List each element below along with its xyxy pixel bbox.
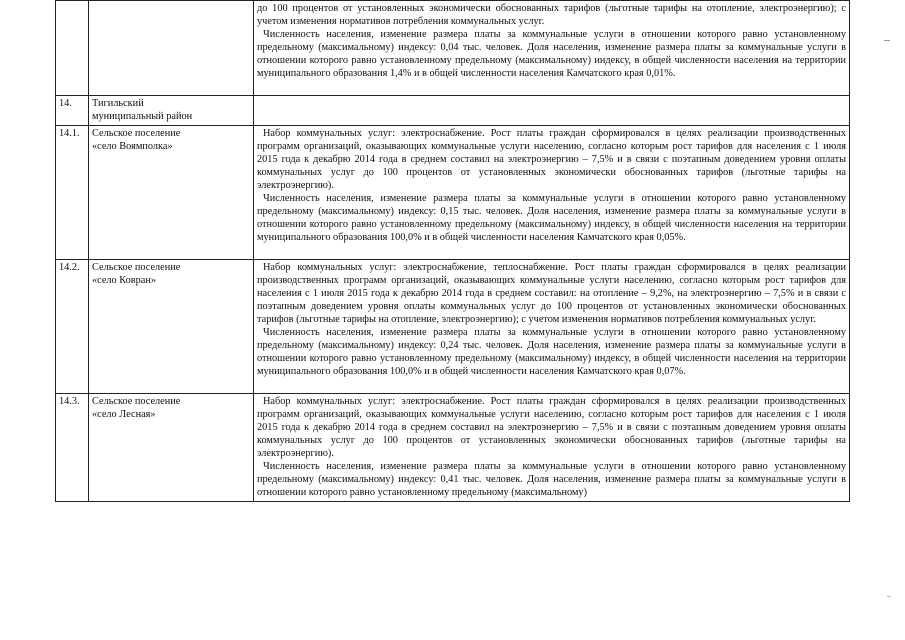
table-row-14 xyxy=(56,96,850,126)
municipality-name xyxy=(89,96,254,126)
name-line: муниципальный район xyxy=(92,111,193,122)
row-number xyxy=(56,1,89,96)
description-paragraph: Численность населения, изменение размера платы за коммунальные услуги в отношении которого равно установленному предельному (максимальному) индексу: 0,15 тыс. человек. Доля населения, изменение размера платы за коммунальные услуги в отношении которого равно установленному предельному (максимальному) индексу, в общей численности населения на территории муниципального образования 100,0% и в общей численности населения Камчатского края 0,05%. xyxy=(257,193,846,243)
municipality-name xyxy=(89,260,254,394)
row-description xyxy=(254,126,850,260)
row-description xyxy=(254,96,850,126)
table-row-14-1 xyxy=(56,126,850,260)
name-line: Сельское поселение xyxy=(92,396,181,407)
name-line: Сельское поселение xyxy=(92,128,181,139)
name-line: Тигильский xyxy=(92,98,144,109)
description-paragraph: Численность населения, изменение размера платы за коммунальные услуги в отношении которого равно установленному предельному (максимальному) индексу: 0,24 тыс. человек. Доля населения, изменение размера платы за коммунальные услуги в отношении которого равно установленному предельному (максимальному) индексу, в общей численности населения на территории муниципального образования 100,0% и в общей численности населения Камчатского края 0,07%. xyxy=(257,327,846,377)
name-line: «село Воямполка» xyxy=(92,141,173,152)
municipality-name xyxy=(89,126,254,260)
row-number: 14.1. xyxy=(56,126,89,260)
municipality-name xyxy=(89,1,254,96)
document-page xyxy=(55,0,850,502)
table-row-14-2 xyxy=(56,260,850,394)
description-paragraph: Численность населения, изменение размера платы за коммунальные услуги в отношении которого равно установленному предельному (максимальному) индексу: 0,04 тыс. человек. Доля населения, изменение размера платы за коммунальные услуги в отношении которого равно установленному предельному (максимальному) индексу, в общей численности населения на территории муниципального образования 1,4% и в общей численности населения Камчатского края 0,01%. xyxy=(257,29,846,79)
description-paragraph: Набор коммунальных услуг: электроснабжение. Рост платы граждан сформировался в целях реализации производственных программ организаций, оказывающих коммунальные услуги населению, согласно которым рост тарифов для населения с 1 июля 2015 года к декабрю 2014 года в среднем составил на электроэнергию – 7,5% и в связи с поэтапным доведением уровня оплаты коммунальных услуг до 100 процентов от установленных экономически обоснованных тарифов (льготные тарифы на электроэнергию). xyxy=(257,128,846,191)
row-description xyxy=(254,394,850,502)
row-description xyxy=(254,260,850,394)
description-paragraph: Набор коммунальных услуг: электроснабжение. Рост платы граждан сформировался в целях реализации производственных программ организаций, оказывающих коммунальные услуги населению, согласно которым рост тарифов для населения с 1 июля 2015 года к декабрю 2014 года в среднем составил на электроэнергию – 7,5% и в связи с поэтапным доведением уровня оплаты коммунальных услуг до 100 процентов от установленных экономически обоснованных тарифов (льготные тарифы на электроэнергию). xyxy=(257,396,846,459)
name-line: «село Ковран» xyxy=(92,275,157,286)
row-number: 14. xyxy=(56,96,89,126)
description-paragraph: до 100 процентов от установленных экономически обоснованных тарифов (льготные тарифы на отопление, электроэнергию); с учетом изменения нормативов потребления коммунальных услуг. xyxy=(257,3,846,27)
table-row-14-3 xyxy=(56,394,850,502)
municipality-name xyxy=(89,394,254,502)
scan-artifact xyxy=(887,596,891,597)
tariff-table xyxy=(55,0,850,502)
name-line: Сельское поселение xyxy=(92,262,181,273)
row-description xyxy=(254,1,850,96)
row-number: 14.2. xyxy=(56,260,89,394)
table-row-continuation xyxy=(56,1,850,96)
scan-artifact xyxy=(884,40,890,41)
name-line: «село Лесная» xyxy=(92,409,156,420)
description-paragraph: Численность населения, изменение размера платы за коммунальные услуги в отношении которого равно установленному предельному (максимальному) индексу: 0,41 тыс. человек. Доля населения, изменение размера платы за коммунальные услуги в отношении которого равно установленному предельному (максимальному) xyxy=(257,461,846,498)
description-paragraph: Набор коммунальных услуг: электроснабжение, теплоснабжение. Рост платы граждан сформировался в целях реализации производственных программ организаций, оказывающих коммунальные услуги населению, согласно которым рост тарифов для населения с 1 июля 2015 года к декабрю 2014 года в среднем составил: на отопление – 9,2%, на электроэнергию – 7,5% и в связи с поэтапным доведением уровня оплаты коммунальных услуг до 100 процентов от установленных экономически обоснованных тарифов (льготные тарифы на отопление, электроэнергию); с учетом изменения нормативов потребления коммунальных услуг. xyxy=(257,262,846,325)
row-number: 14.3. xyxy=(56,394,89,502)
